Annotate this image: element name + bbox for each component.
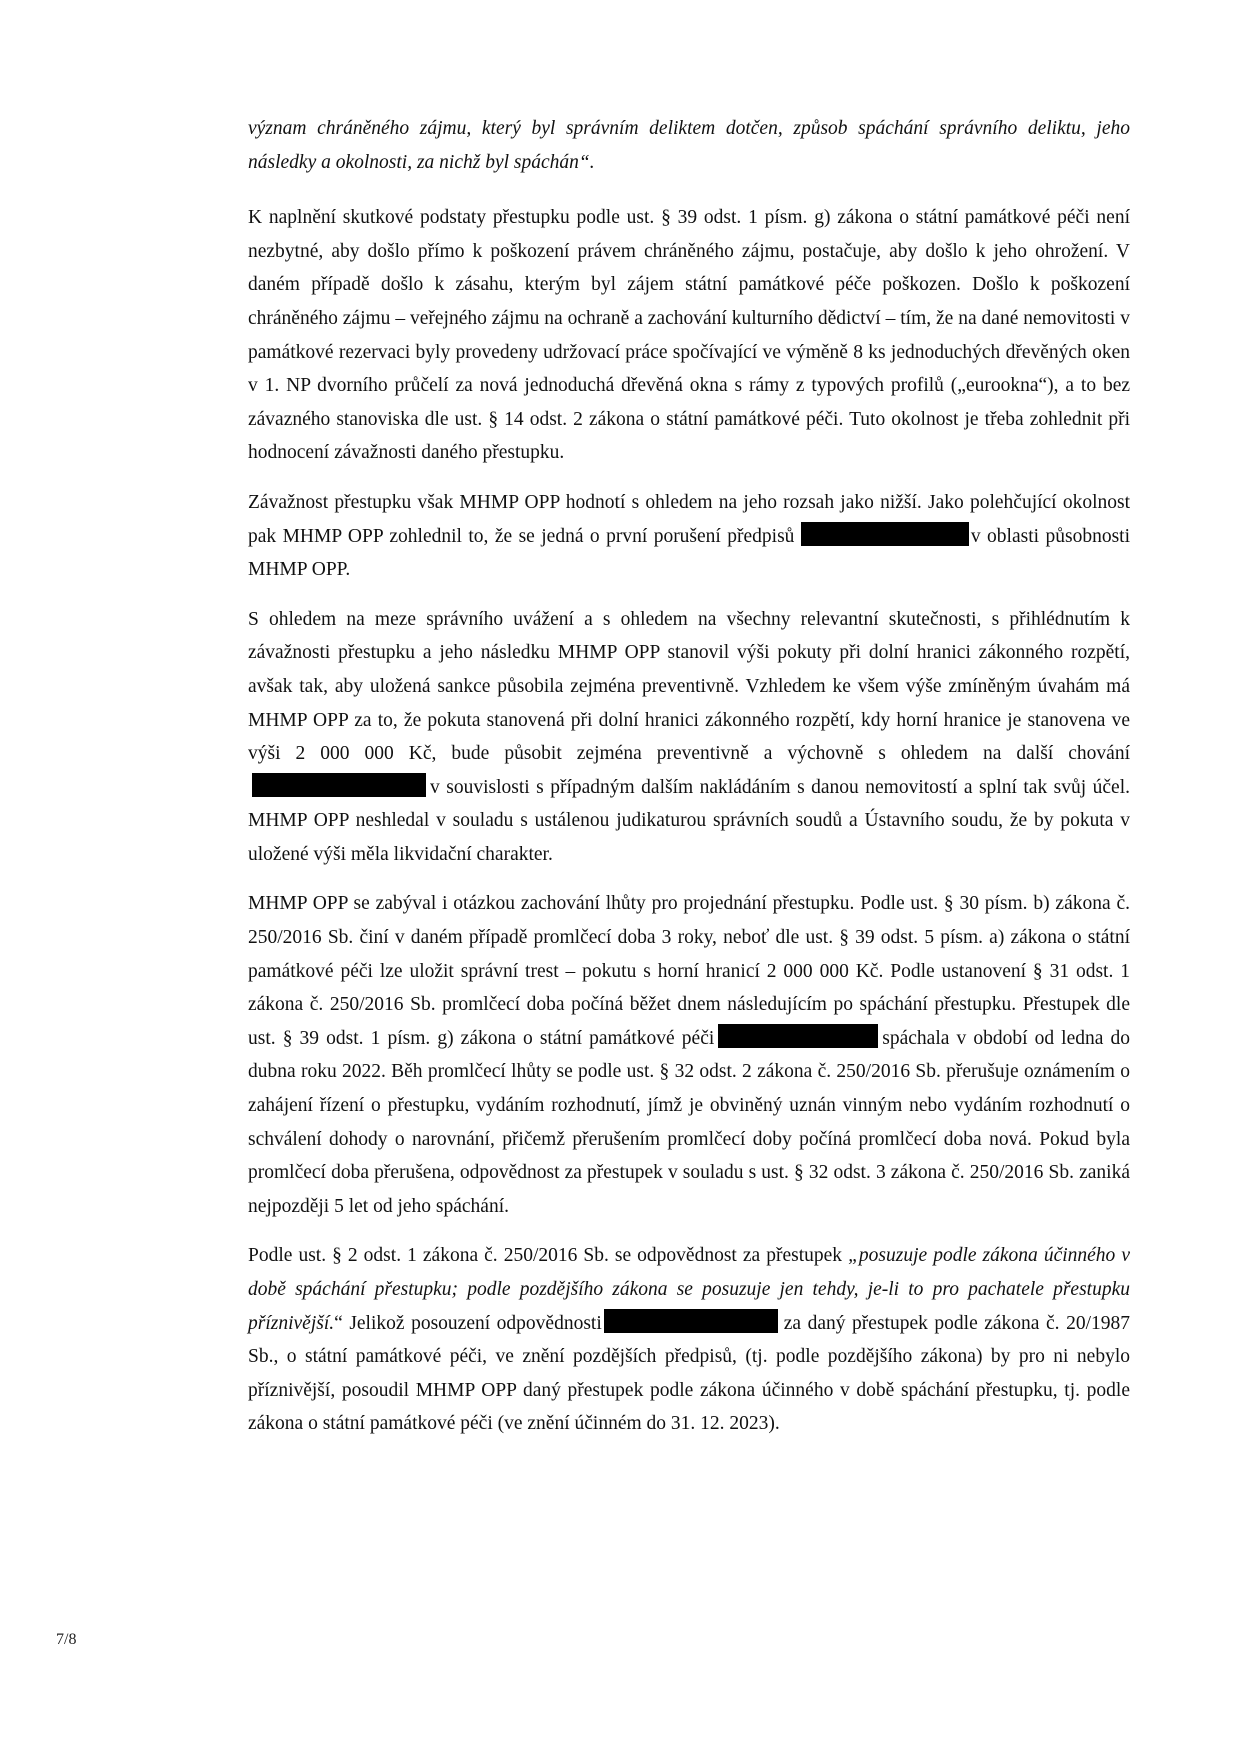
severity-text-end: v oblasti působnosti MHMP OPP. xyxy=(248,525,1130,581)
severity-text-start: Závažnost přestupku však MHMP OPP hodnotí s ohledem na jeho rozsah jako nižší. Jako polehčující okolnost pak MHMP OPP zohlednil to, že se jedná o první porušení předpisů xyxy=(248,491,1130,547)
limitation-text-start: MHMP OPP se zabýval i otázkou zachování lhůty pro projednání přestupku. Podle ust. § 30 písm. b) zákona č. 250/2016 Sb. činí v daném případě promlčecí doba 3 roky, neboť dle ust. § 39 odst. 5 písm. a) zákona o státní památkové péči lze uložit správní trest – pokutu s horní hranicí 2 000 000 Kč. Podle ustanovení § 31 odst. 1 zákona č. 250/2016 Sb. promlčecí doba počíná běžet dnem následujícím po spáchání přestupku. Přestupek dle ust. § 39 odst. 1 písm. g) zákona o státní památkové péči xyxy=(248,893,1130,1049)
applicable-law-middle: “ Jelikož posouzení odpovědnosti xyxy=(334,1312,602,1334)
redaction-bar xyxy=(604,1309,778,1333)
page-number: 7/8 xyxy=(56,1631,77,1648)
paragraph-quote-continuation xyxy=(248,112,1130,179)
fine-text-end: v souvislosti s případným dalším nakládáním s danou nemovitostí a splní tak svůj účel. MHMP OPP neshledal v souladu s ustálenou judikaturou správních soudů a Ústavního soudu, že by pokuta v uložené výši měla likvidační charakter. xyxy=(248,776,1130,865)
applicable-law-quote: „posuzuje podle zákona účinného v době spáchání přestupku; podle pozdějšího zákona se posuzuje jen tehdy, je-li to pro pachatele přestupku příznivější. xyxy=(248,1245,1130,1334)
redaction-bar xyxy=(801,522,969,546)
offense-elements-text: K naplnění skutkové podstaty přestupku podle ust. § 39 odst. 1 písm. g) zákona o státní památkové péči není nezbytné, aby došlo přímo k poškození právem chráněného zájmu, postačuje, aby došlo k jeho ohrožení. V daném případě došlo k zásahu, kterým byl zájem státní památkové péče poškozen. Došlo k poškození chráněného zájmu – veřejného zájmu na ochraně a zachování kulturního dědictví – tím, že na dané nemovitosti v památkové rezervaci byly provedeny udržovací práce spočívající ve výměně 8 ks jednoduchých dřevěných oken v 1. NP dvorního průčelí za nová jednoduchá dřevěná okna s rámy z typových profilů („eurookna“), a to bez závazného stanoviska dle ust. § 14 odst. 2 zákona o státní památkové péči. Tuto okolnost je třeba zohlednit při hodnocení závažnosti daného přestupku. xyxy=(248,207,1130,464)
applicable-law-lead: Podle ust. § 2 odst. 1 zákona č. 250/2016 Sb. se odpovědnost za přestupek xyxy=(248,1245,849,1267)
paragraph-offense-elements xyxy=(248,201,1130,470)
quote-continuation-text: význam chráněného zájmu, který byl správním deliktem dotčen, způsob spáchání správního deliktu, jeho následky a okolnosti, za nichž byl spáchán“. xyxy=(248,118,1130,173)
limitation-text-end: spáchala v období od ledna do dubna roku 2022. Běh promlčecí lhůty se podle ust. § 32 odst. 2 zákona č. 250/2016 Sb. přerušuje oznámením o zahájení řízení o přestupku, vydáním rozhodnutí, jímž je obviněný uznán vinným nebo vydáním rozhodnutí o schválení dohody o narovnání, přičemž přerušením promlčecí doby počíná promlčecí doba nová. Pokud byla promlčecí doba přerušena, odpovědnost za přestupek v souladu s ust. § 32 odst. 3 zákona č. 250/2016 Sb. zaniká nejpozději 5 let od jeho spáchání. xyxy=(248,1027,1130,1217)
paragraph-limitation-period xyxy=(248,887,1130,1223)
redaction-bar xyxy=(252,773,426,797)
redaction-bar xyxy=(718,1024,878,1048)
document-body xyxy=(248,112,1130,1457)
paragraph-fine-amount xyxy=(248,603,1130,872)
fine-text-start: S ohledem na meze správního uvážení a s ohledem na všechny relevantní skutečnosti, s přihlédnutím k závažnosti přestupku a jeho následku MHMP OPP stanovil výši pokuty při dolní hranici zákonného rozpětí, avšak tak, aby uložená sankce působila zejména preventivně. Vzhledem ke všem výše zmíněným úvahám má MHMP OPP za to, že pokuta stanovená při dolní hranici zákonného rozpětí, kdy horní hranice je stanovena ve výši 2 000 000 Kč, bude působit zejména preventivně a výchovně s ohledem na další chování xyxy=(248,608,1130,765)
paragraph-severity xyxy=(248,486,1130,587)
applicable-law-end: za daný přestupek podle zákona č. 20/1987 Sb., o státní památkové péči, ve znění pozdějších předpisů, (tj. podle pozdějšího zákona) by pro ni nebylo příznivější, posoudil MHMP OPP daný přestupek podle zákona účinného v době spáchání přestupku, tj. podle zákona o státní památkové péči (ve znění účinném do 31. 12. 2023). xyxy=(248,1312,1130,1435)
paragraph-applicable-law xyxy=(248,1239,1130,1441)
